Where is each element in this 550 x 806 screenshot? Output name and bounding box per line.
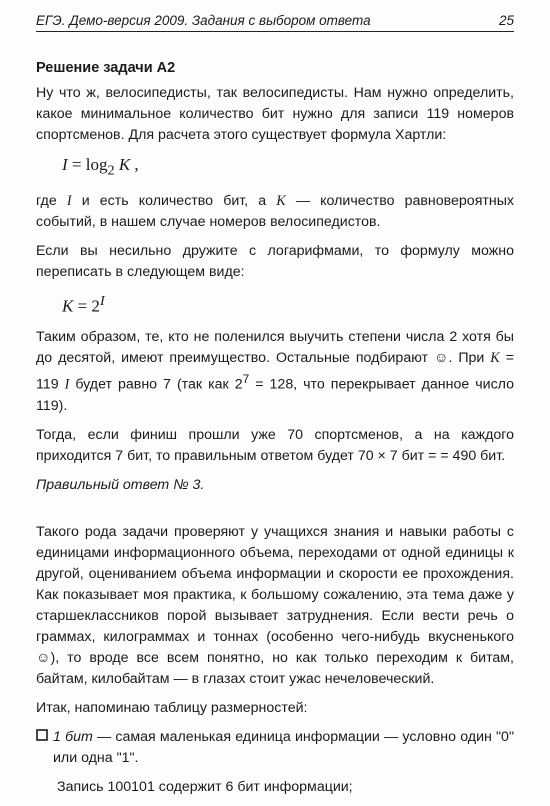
paragraph-intro: Ну что ж, велосипедисты, так велосипедисты. Нам нужно определить, какое минимальное количество бит нужно для записи 119 номеров спортсменов. Для расчета этого существует формула Хартли:: [36, 85, 514, 143]
page-content: [36, 58, 514, 806]
paragraph-commentary: Такого рода задачи проверяют у учащихся знания и навыки работы с единицами информационного объема, переходами от одной единицы к другой, оцениванием объема информации и скорости ее прохождения. Как показывает моя практика, к большому сожалению, эта тема даже у старшеклассников порой вызывает затруднения. Если вести речь о граммах, килограммах и тоннах (особенно чего-нибудь вкусненького ☺), то вроде все всем понятно, но как только переходим к битам, байтам, килобайтам — в глазах стоит ужас нечеловеческий.: [36, 523, 514, 687]
page-number: 25: [498, 13, 514, 28]
formula-variable-i: I: [62, 155, 68, 174]
correct-answer: Правильный ответ № 3.: [36, 476, 205, 493]
header-title: ЕГЭ. Демо-версия 2009. Задания с выбором ответа: [36, 13, 371, 28]
paragraph-calculation: Тогда, если финиш прошли уже 70 спортсменов, а на каждого приходится 7 бит, то правильным ответом будет 70 × 7 бит = = 490 бит.: [36, 426, 514, 464]
paragraph-powers: Таким образом, те, кто не поленился выучить степени числа 2 хотя бы до десятой, имеют преимущество. Остальные подбирают ☺. При K = 119 I будет равно 7 (так как $2^7 = 128$, что перекрывает данное число 119).: [36, 329, 514, 414]
formula-power: $K = 2^I$: [62, 293, 105, 317]
checkbox-icon: [36, 727, 53, 747]
section-title: Решение задачи А2: [36, 60, 176, 76]
paragraph-table-intro: Итак, напоминаю таблицу размерностей:: [36, 699, 308, 716]
list-item-bit: 1 бит — самая маленькая единица информации — условно один "0" или одна "1".: [36, 727, 514, 769]
paragraph-logarithms: Если вы несильно дружите с логарифмами, то формулу можно переписать в следующем виде:: [36, 243, 514, 281]
page-header: [36, 13, 514, 32]
formula-hartley: $I = \log_2 K$ ,: [62, 155, 139, 179]
paragraph-definitions: где I и есть количество бит, а K — количество равновероятных событий, в нашем случае номеров велосипедистов.: [36, 193, 515, 231]
term-bit: 1 бит: [53, 728, 93, 745]
paragraph-example: Запись 100101 содержит 6 бит информации;: [57, 778, 353, 795]
